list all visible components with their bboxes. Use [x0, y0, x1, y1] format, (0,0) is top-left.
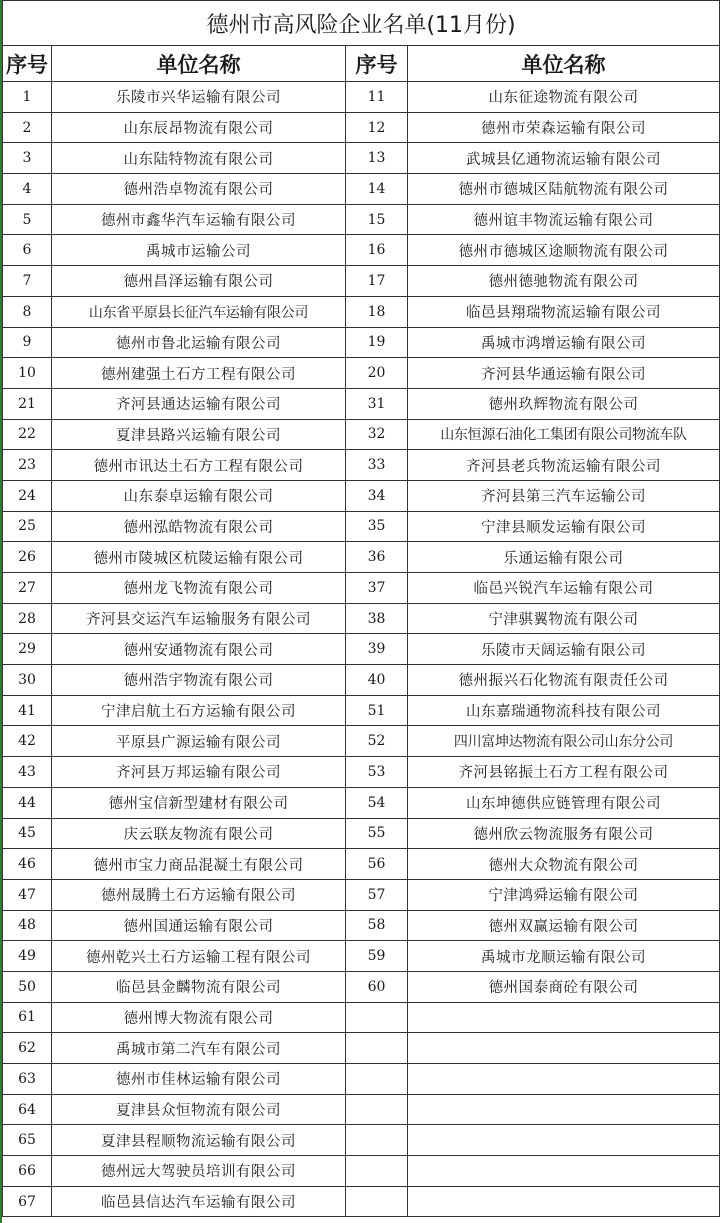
seq-cell-left: 28: [3, 603, 52, 634]
seq-cell-right: [346, 1186, 408, 1217]
seq-cell-right: 35: [346, 511, 408, 542]
seq-cell-right: 58: [346, 910, 408, 941]
company-name-cell-left: 德州市讯达土石方工程有限公司: [52, 450, 346, 481]
company-name-cell-left: 山东陆特物流有限公司: [52, 143, 346, 174]
company-name-cell-right: 乐陵市天阔运输有限公司: [408, 634, 720, 665]
seq-cell-left: 29: [3, 634, 52, 665]
seq-cell-left: 50: [3, 971, 52, 1002]
company-name-cell-left: 德州市鲁北运输有限公司: [52, 327, 346, 358]
company-name-cell-right: 宁津县顺发运输有限公司: [408, 511, 720, 542]
company-name-cell-left: 德州博大物流有限公司: [52, 1002, 346, 1033]
table-row: [3, 573, 720, 604]
seq-cell-left: 42: [3, 726, 52, 757]
table-row: [3, 695, 720, 726]
company-name-cell-left: 齐河县交运汽车运输服务有限公司: [52, 603, 346, 634]
column-header-seq-right: 序号: [346, 46, 408, 82]
company-name-cell-right: 山东坤德供应链管理有限公司: [408, 787, 720, 818]
seq-cell-left: 30: [3, 665, 52, 696]
table-row: [3, 511, 720, 542]
company-name-cell-left: 临邑县金麟物流有限公司: [52, 971, 346, 1002]
seq-cell-right: 31: [346, 388, 408, 419]
company-name-cell-right: 德州市德城区途顺物流有限公司: [408, 235, 720, 266]
company-name-cell-left: 德州龙飞物流有限公司: [52, 573, 346, 604]
table-row: [3, 542, 720, 573]
company-name-cell-right: 武城县亿通物流运输有限公司: [408, 143, 720, 174]
company-name-cell-right: 德州大众物流有限公司: [408, 849, 720, 880]
seq-cell-left: 61: [3, 1002, 52, 1033]
seq-cell-left: 63: [3, 1064, 52, 1095]
table-row: [3, 1064, 720, 1095]
seq-cell-right: [346, 1125, 408, 1156]
seq-cell-left: 43: [3, 757, 52, 788]
company-name-cell-left: 山东辰昂物流有限公司: [52, 112, 346, 143]
company-name-cell-right: 齐河县华通运输有限公司: [408, 358, 720, 389]
table-row: [3, 419, 720, 450]
table-row: [3, 603, 720, 634]
seq-cell-left: 45: [3, 818, 52, 849]
column-header-name-left: 单位名称: [52, 46, 346, 82]
company-name-cell-right: 齐河县老兵物流运输有限公司: [408, 450, 720, 481]
title-row: [3, 1, 720, 46]
company-name-cell-right: 乐通运输有限公司: [408, 542, 720, 573]
seq-cell-left: 24: [3, 480, 52, 511]
table-row: [3, 634, 720, 665]
company-name-cell-right: [408, 1094, 720, 1125]
seq-cell-right: 53: [346, 757, 408, 788]
company-name-cell-left: 德州国通运输有限公司: [52, 910, 346, 941]
table-row: [3, 82, 720, 113]
column-header-seq-left: 序号: [3, 46, 52, 82]
company-name-cell-left: 德州建强土石方工程有限公司: [52, 358, 346, 389]
seq-cell-right: 16: [346, 235, 408, 266]
table-row: [3, 1156, 720, 1187]
seq-cell-right: 15: [346, 204, 408, 235]
seq-cell-right: 59: [346, 941, 408, 972]
company-name-cell-right: 禹城市龙顺运输有限公司: [408, 941, 720, 972]
seq-cell-left: 66: [3, 1156, 52, 1187]
company-name-cell-right: [408, 1156, 720, 1187]
table-row: [3, 143, 720, 174]
company-name-cell-left: 德州浩宇物流有限公司: [52, 665, 346, 696]
company-name-cell-right: 四川富坤达物流有限公司山东分公司: [408, 726, 720, 757]
seq-cell-right: 34: [346, 480, 408, 511]
company-name-cell-left: 山东省平原县长征汽车运输有限公司: [52, 296, 346, 327]
seq-cell-right: [346, 1094, 408, 1125]
company-name-cell-right: 德州市荣森运输有限公司: [408, 112, 720, 143]
seq-cell-left: 46: [3, 849, 52, 880]
company-name-cell-left: 乐陵市兴华运输有限公司: [52, 82, 346, 113]
company-name-cell-left: 庆云联友物流有限公司: [52, 818, 346, 849]
table-row: [3, 910, 720, 941]
table-row: [3, 1186, 720, 1217]
company-name-cell-left: 德州宝信新型建材有限公司: [52, 787, 346, 818]
company-name-cell-left: 德州浩卓物流有限公司: [52, 174, 346, 205]
seq-cell-left: 65: [3, 1125, 52, 1156]
seq-cell-right: 38: [346, 603, 408, 634]
company-name-cell-left: 齐河县万邦运输有限公司: [52, 757, 346, 788]
table-row: [3, 1002, 720, 1033]
seq-cell-right: 19: [346, 327, 408, 358]
seq-cell-left: 25: [3, 511, 52, 542]
company-name-cell-right: [408, 1186, 720, 1217]
company-name-cell-left: 德州泓皓物流有限公司: [52, 511, 346, 542]
seq-cell-left: 64: [3, 1094, 52, 1125]
seq-cell-right: 11: [346, 82, 408, 113]
company-name-cell-left: 德州市陵城区杭陵运输有限公司: [52, 542, 346, 573]
table-row: [3, 818, 720, 849]
seq-cell-left: 67: [3, 1186, 52, 1217]
company-name-cell-right: [408, 1064, 720, 1095]
seq-cell-right: 54: [346, 787, 408, 818]
company-name-cell-right: 山东恒源石油化工集团有限公司物流车队: [408, 419, 720, 450]
seq-cell-right: [346, 1002, 408, 1033]
company-name-cell-left: 平原县广源运输有限公司: [52, 726, 346, 757]
company-name-cell-right: 德州玖辉物流有限公司: [408, 388, 720, 419]
seq-cell-right: 18: [346, 296, 408, 327]
seq-cell-right: 33: [346, 450, 408, 481]
company-name-cell-left: 德州安通物流有限公司: [52, 634, 346, 665]
company-name-cell-right: [408, 1002, 720, 1033]
table-row: [3, 296, 720, 327]
seq-cell-left: 41: [3, 695, 52, 726]
company-name-cell-right: 德州德驰物流有限公司: [408, 266, 720, 297]
seq-cell-right: 60: [346, 971, 408, 1002]
seq-cell-left: 3: [3, 143, 52, 174]
company-name-cell-left: 夏津县路兴运输有限公司: [52, 419, 346, 450]
table-row: [3, 450, 720, 481]
seq-cell-right: 39: [346, 634, 408, 665]
seq-cell-left: 62: [3, 1033, 52, 1064]
table-row: [3, 1094, 720, 1125]
company-name-cell-left: 临邑县信达汽车运输有限公司: [52, 1186, 346, 1217]
table-row: [3, 787, 720, 818]
table-row: [3, 480, 720, 511]
seq-cell-right: 52: [346, 726, 408, 757]
column-header-name-right: 单位名称: [408, 46, 720, 82]
table-row: [3, 204, 720, 235]
company-name-cell-right: 德州市德城区陆航物流有限公司: [408, 174, 720, 205]
company-name-cell-right: 齐河县第三汽车运输公司: [408, 480, 720, 511]
seq-cell-right: [346, 1033, 408, 1064]
company-name-cell-right: 山东嘉瑞通物流科技有限公司: [408, 695, 720, 726]
high-risk-enterprise-table: [2, 0, 720, 1217]
table-row: [3, 971, 720, 1002]
table-row: [3, 235, 720, 266]
seq-cell-right: 32: [346, 419, 408, 450]
seq-cell-left: 23: [3, 450, 52, 481]
company-name-cell-right: 山东征途物流有限公司: [408, 82, 720, 113]
company-name-cell-right: 禹城市鸿增运输有限公司: [408, 327, 720, 358]
seq-cell-left: 10: [3, 358, 52, 389]
seq-cell-right: 57: [346, 879, 408, 910]
table-row: [3, 849, 720, 880]
company-name-cell-left: 德州市佳林运输有限公司: [52, 1064, 346, 1095]
seq-cell-right: 17: [346, 266, 408, 297]
table-row: [3, 388, 720, 419]
table-row: [3, 941, 720, 972]
company-name-cell-left: 山东泰卓运输有限公司: [52, 480, 346, 511]
company-name-cell-right: 德州欣云物流服务有限公司: [408, 818, 720, 849]
seq-cell-right: 13: [346, 143, 408, 174]
company-name-cell-right: 德州振兴石化物流有限责任公司: [408, 665, 720, 696]
seq-cell-right: 55: [346, 818, 408, 849]
seq-cell-right: [346, 1156, 408, 1187]
company-name-cell-left: 德州远大驾驶员培训有限公司: [52, 1156, 346, 1187]
table-row: [3, 757, 720, 788]
company-name-cell-right: 齐河县铭振土石方工程有限公司: [408, 757, 720, 788]
company-name-cell-left: 夏津县程顺物流运输有限公司: [52, 1125, 346, 1156]
table-row: [3, 665, 720, 696]
company-name-cell-left: 德州市鑫华汽车运输有限公司: [52, 204, 346, 235]
header-row: [3, 46, 720, 82]
table-body: [3, 82, 720, 1217]
page-title: 德州市高风险企业名单(11月份): [3, 1, 720, 46]
seq-cell-left: 22: [3, 419, 52, 450]
seq-cell-left: 8: [3, 296, 52, 327]
table-row: [3, 358, 720, 389]
seq-cell-left: 49: [3, 941, 52, 972]
company-name-cell-left: 德州乾兴土石方运输工程有限公司: [52, 941, 346, 972]
seq-cell-left: 26: [3, 542, 52, 573]
company-name-cell-right: 宁津鸿舜运输有限公司: [408, 879, 720, 910]
company-name-cell-left: 夏津县众恒物流有限公司: [52, 1094, 346, 1125]
company-name-cell-right: 临邑县翔瑞物流运输有限公司: [408, 296, 720, 327]
seq-cell-left: 21: [3, 388, 52, 419]
seq-cell-right: 36: [346, 542, 408, 573]
company-name-cell-left: 禹城市运输公司: [52, 235, 346, 266]
table-row: [3, 112, 720, 143]
company-name-cell-left: 德州晟腾土石方运输有限公司: [52, 879, 346, 910]
company-name-cell-left: 齐河县通达运输有限公司: [52, 388, 346, 419]
seq-cell-right: 37: [346, 573, 408, 604]
seq-cell-left: 44: [3, 787, 52, 818]
seq-cell-left: 4: [3, 174, 52, 205]
seq-cell-right: 56: [346, 849, 408, 880]
company-name-cell-right: 德州双赢运输有限公司: [408, 910, 720, 941]
seq-cell-left: 2: [3, 112, 52, 143]
company-name-cell-left: 德州昌泽运输有限公司: [52, 266, 346, 297]
table-row: [3, 327, 720, 358]
seq-cell-right: 12: [346, 112, 408, 143]
company-name-cell-left: 禹城市第二汽车有限公司: [52, 1033, 346, 1064]
table-row: [3, 266, 720, 297]
company-name-cell-left: 德州市宝力商品混凝土有限公司: [52, 849, 346, 880]
table-row: [3, 879, 720, 910]
seq-cell-left: 5: [3, 204, 52, 235]
seq-cell-right: 40: [346, 665, 408, 696]
company-name-cell-right: [408, 1033, 720, 1064]
seq-cell-left: 48: [3, 910, 52, 941]
seq-cell-right: 20: [346, 358, 408, 389]
table-row: [3, 174, 720, 205]
table-row: [3, 1033, 720, 1064]
company-name-cell-right: 临邑兴锐汽车运输有限公司: [408, 573, 720, 604]
company-name-cell-right: 德州谊丰物流运输有限公司: [408, 204, 720, 235]
table-row: [3, 726, 720, 757]
company-name-cell-right: 德州国泰商砼有限公司: [408, 971, 720, 1002]
seq-cell-left: 47: [3, 879, 52, 910]
seq-cell-left: 6: [3, 235, 52, 266]
seq-cell-right: 51: [346, 695, 408, 726]
seq-cell-left: 7: [3, 266, 52, 297]
company-name-cell-left: 宁津启航土石方运输有限公司: [52, 695, 346, 726]
seq-cell-left: 1: [3, 82, 52, 113]
seq-cell-right: 14: [346, 174, 408, 205]
company-name-cell-right: 宁津骐翼物流有限公司: [408, 603, 720, 634]
seq-cell-left: 27: [3, 573, 52, 604]
company-name-cell-right: [408, 1125, 720, 1156]
seq-cell-right: [346, 1064, 408, 1095]
seq-cell-left: 9: [3, 327, 52, 358]
table-row: [3, 1125, 720, 1156]
